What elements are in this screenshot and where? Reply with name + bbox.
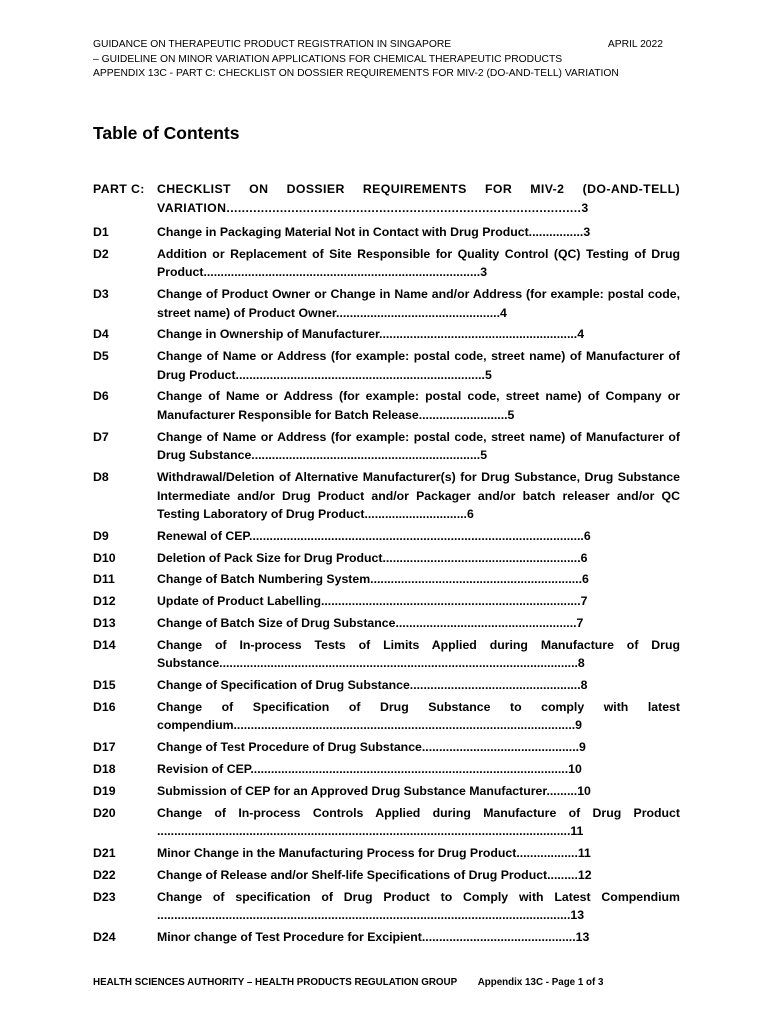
toc-entry-d1[interactable] bbox=[93, 223, 680, 242]
toc-entry-d7[interactable] bbox=[93, 428, 680, 465]
toc-entry-text: Change of Test Procedure of Drug Substance..............................................9 bbox=[157, 740, 586, 755]
table-of-contents bbox=[93, 180, 680, 950]
toc-entry-d8[interactable] bbox=[93, 468, 680, 524]
toc-entry-d15[interactable] bbox=[93, 676, 680, 695]
toc-entry-code: PART C: bbox=[93, 182, 145, 196]
toc-entry-code: D19 bbox=[93, 783, 116, 798]
toc-entry-text: Deletion of Pack Size for Drug Product..........................................................6 bbox=[157, 550, 588, 565]
footer-organization: HEALTH SCIENCES AUTHORITY – HEALTH PRODUCTS REGULATION GROUP bbox=[93, 977, 457, 988]
toc-entry-code: D11 bbox=[93, 572, 115, 587]
toc-entry-code: D15 bbox=[93, 678, 116, 693]
header-row bbox=[93, 38, 663, 53]
toc-entry-d6[interactable] bbox=[93, 387, 680, 424]
toc-entry-d20[interactable] bbox=[93, 804, 680, 841]
toc-entry-text: Minor Change in the Manufacturing Process for Drug Product..................11 bbox=[157, 845, 591, 860]
header-guideline-subtitle: – GUIDELINE ON MINOR VARIATION APPLICATIONS FOR CHEMICAL THERAPEUTIC PRODUCTS bbox=[93, 53, 563, 65]
toc-entry-code: D21 bbox=[93, 845, 116, 860]
toc-entry-text: Change of Name or Address (for example: postal code, street name) of Manufacturer of Drug Substance...................................................................5 bbox=[157, 429, 680, 463]
toc-entry-text: CHECKLIST ON DOSSIER REQUIREMENTS FOR MIV-2 (DO-AND-TELL) VARIATION.............................................................................................3 bbox=[157, 182, 680, 215]
toc-entry-d18[interactable] bbox=[93, 760, 680, 779]
toc-entry-text: Change of Batch Size of Drug Substance.....................................................7 bbox=[157, 616, 584, 631]
toc-entry-code: D2 bbox=[93, 246, 109, 261]
toc-entry-d10[interactable] bbox=[93, 549, 680, 568]
toc-entry-d22[interactable] bbox=[93, 866, 680, 885]
toc-entry-text: Change of Specification of Drug Substance to comply with latest compendium....................................................................................................9 bbox=[157, 699, 680, 733]
toc-entry-d3[interactable] bbox=[93, 285, 680, 322]
toc-entry-text: Change of Name or Address (for example: postal code, street name) of Manufacturer of Drug Product.........................................................................5 bbox=[157, 349, 680, 382]
toc-entry-code: D3 bbox=[93, 287, 109, 302]
toc-entry-d23[interactable] bbox=[93, 888, 680, 925]
toc-entry-d4[interactable] bbox=[93, 325, 680, 344]
toc-entry-text: Minor change of Test Procedure for Excipient.............................................13 bbox=[157, 929, 590, 944]
toc-entry-d2[interactable] bbox=[93, 245, 680, 282]
toc-entry-part-c[interactable] bbox=[93, 180, 680, 217]
toc-entry-d16[interactable] bbox=[93, 698, 680, 735]
toc-entry-code: D1 bbox=[93, 225, 109, 239]
toc-entry-d19[interactable] bbox=[93, 782, 680, 801]
toc-entry-d13[interactable] bbox=[93, 614, 680, 633]
toc-entry-code: D16 bbox=[93, 699, 116, 714]
toc-entry-code: D4 bbox=[93, 327, 109, 342]
toc-entry-code: D18 bbox=[93, 762, 116, 777]
toc-heading: Table of Contents bbox=[93, 123, 240, 143]
toc-entry-text: Change of Specification of Drug Substance..................................................8 bbox=[157, 678, 588, 693]
toc-entry-text: Change of Name or Address (for example: postal code, street name) of Company or Manufacturer Responsible for Batch Release..........................5 bbox=[157, 389, 680, 422]
toc-entry-d21[interactable] bbox=[93, 844, 680, 863]
page-header bbox=[93, 38, 663, 82]
toc-entry-text: Change of Batch Numbering System..............................................................6 bbox=[157, 572, 589, 587]
toc-entry-code: D12 bbox=[93, 594, 116, 609]
toc-entry-code: D17 bbox=[93, 740, 116, 755]
toc-entry-code: D13 bbox=[93, 616, 116, 631]
toc-entry-code: D23 bbox=[93, 889, 116, 904]
toc-entry-d12[interactable] bbox=[93, 592, 680, 611]
toc-entry-text: Renewal of CEP..................................................................................................6 bbox=[157, 528, 591, 543]
toc-entry-code: D20 bbox=[93, 805, 116, 820]
toc-entry-text: Change in Packaging Material Not in Contact with Drug Product................3 bbox=[157, 225, 591, 239]
page-footer bbox=[93, 977, 603, 988]
toc-entry-text: Change of In-process Tests of Limits Applied during Manufacture of Drug Substance.........................................................................................................8 bbox=[157, 637, 680, 671]
toc-entry-text: Change in Ownership of Manufacturer..........................................................4 bbox=[157, 327, 585, 342]
toc-entry-d11[interactable] bbox=[93, 570, 680, 589]
toc-entry-d9[interactable] bbox=[93, 527, 680, 546]
toc-entry-text: Change of Release and/or Shelf-life Specifications of Drug Product.........12 bbox=[157, 867, 592, 882]
header-appendix-title: APPENDIX 13C - PART C: CHECKLIST ON DOSSIER REQUIREMENTS FOR MIV-2 (DO-AND-TELL) VARIATION bbox=[93, 68, 619, 79]
toc-entry-code: D6 bbox=[93, 389, 109, 404]
toc-entry-text: Change of In-process Controls Applied during Manufacture of Drug Product .........................................................................................................................11 bbox=[157, 805, 680, 839]
toc-entry-d24[interactable] bbox=[93, 928, 680, 947]
toc-entry-code: D24 bbox=[93, 929, 116, 944]
toc-entry-code: D22 bbox=[93, 867, 116, 882]
toc-entry-code: D9 bbox=[93, 528, 109, 543]
toc-entry-text: Revision of CEP.............................................................................................10 bbox=[157, 762, 582, 777]
toc-entry-code: D5 bbox=[93, 349, 109, 364]
toc-entry-code: D8 bbox=[93, 470, 109, 485]
header-date: APRIL 2022 bbox=[607, 39, 663, 50]
toc-entry-text: Change of Product Owner or Change in Name and/or Address (for example: postal code, street name) of Product Owner................................................4 bbox=[157, 287, 680, 320]
toc-entry-text: Update of Product Labelling............................................................................7 bbox=[157, 594, 588, 609]
toc-entry-text: Withdrawal/Deletion of Alternative Manufacturer(s) for Drug Substance, Drug Substance Intermediate and/or Drug Product and/or Packager and/or batch releaser and/or QC Testing Laboratory of Drug Product..............................6 bbox=[157, 470, 680, 522]
toc-entry-d17[interactable] bbox=[93, 738, 680, 757]
toc-entry-d5[interactable] bbox=[93, 347, 680, 384]
toc-entry-d14[interactable] bbox=[93, 636, 680, 673]
header-guidance-title: GUIDANCE ON THERAPEUTIC PRODUCT REGISTRATION IN SINGAPORE bbox=[93, 39, 452, 50]
toc-entry-text: Submission of CEP for an Approved Drug Substance Manufacturer.........10 bbox=[157, 783, 591, 798]
toc-entry-text: Change of specification of Drug Product to Comply with Latest Compendium .........................................................................................................................13 bbox=[157, 889, 680, 923]
toc-entry-code: D14 bbox=[93, 637, 116, 652]
toc-entry-code: D7 bbox=[93, 429, 109, 444]
toc-entry-code: D10 bbox=[93, 550, 116, 565]
toc-entry-text: Addition or Replacement of Site Responsible for Quality Control (QC) Testing of Drug Product.................................................................................3 bbox=[157, 246, 680, 280]
footer-page-number: Appendix 13C - Page 1 of 3 bbox=[477, 977, 604, 988]
